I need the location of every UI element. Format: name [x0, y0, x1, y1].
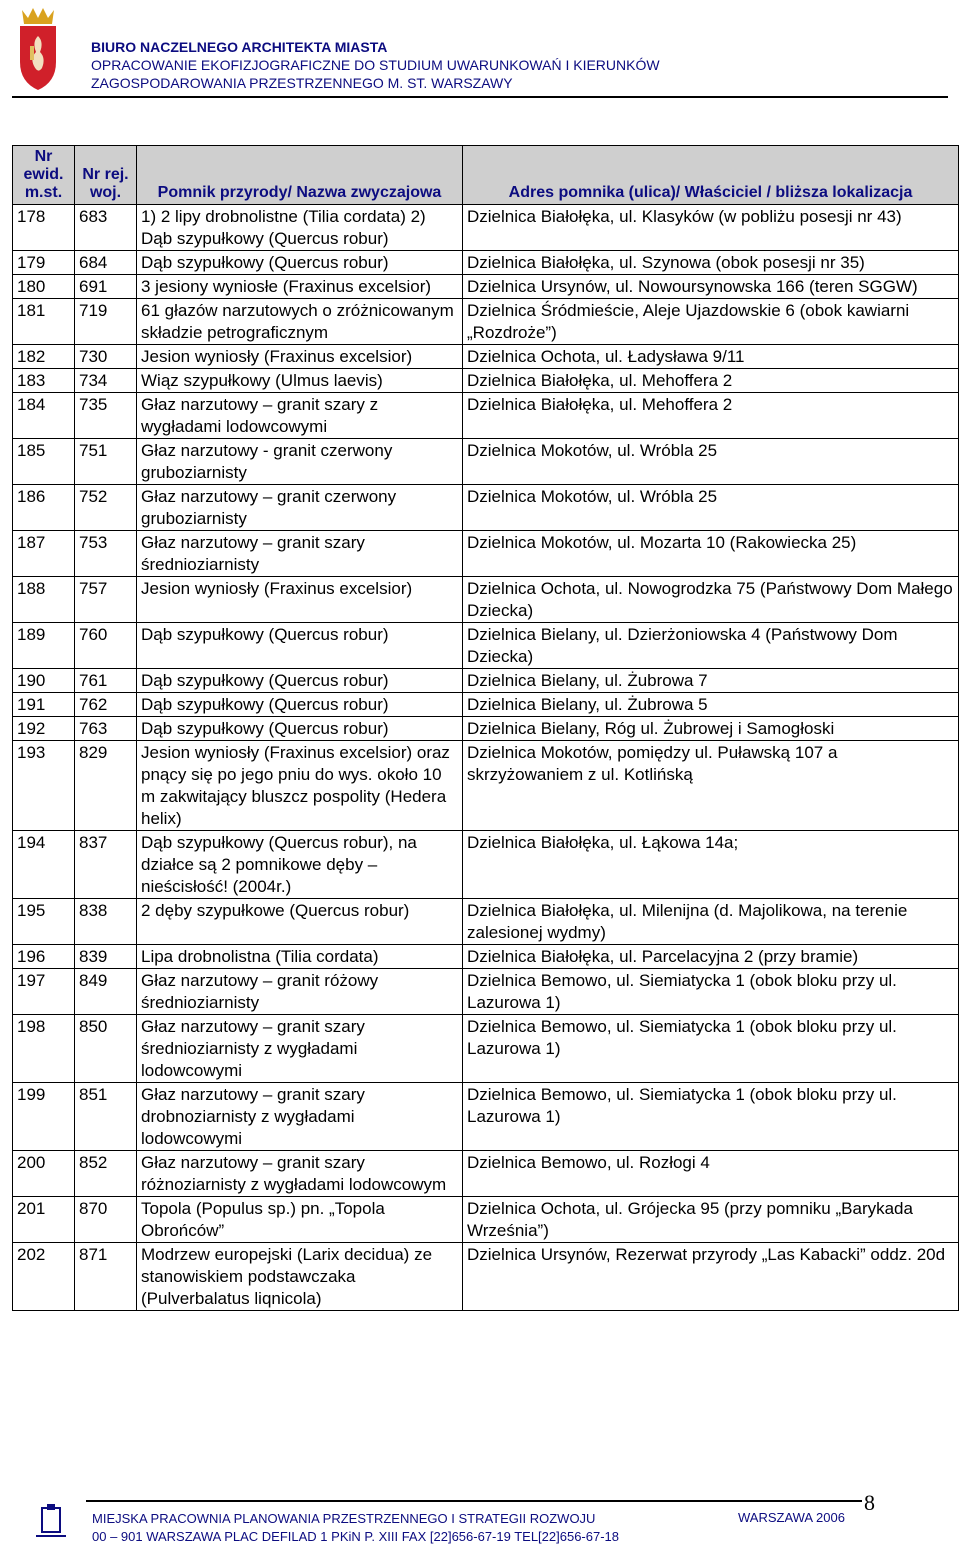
- cell-rej: 870: [75, 1197, 137, 1243]
- table-row: [13, 1151, 959, 1197]
- table-header-row: [13, 146, 959, 205]
- cell-ewid: 194: [13, 831, 75, 899]
- cell-rej: 760: [75, 623, 137, 669]
- header-line-2: OPRACOWANIE EKOFIZJOGRAFICZNE DO STUDIUM UWARUNKOWAŃ I KIERUNKÓW: [91, 57, 660, 73]
- cell-rej: 852: [75, 1151, 137, 1197]
- cell-ewid: 189: [13, 623, 75, 669]
- cell-rej: 761: [75, 669, 137, 693]
- cell-ewid: 197: [13, 969, 75, 1015]
- cell-rej: 684: [75, 251, 137, 275]
- cell-ewid: 190: [13, 669, 75, 693]
- cell-ewid: 192: [13, 717, 75, 741]
- table-row: [13, 969, 959, 1015]
- footer-divider: [86, 1500, 862, 1502]
- cell-rej: 850: [75, 1015, 137, 1083]
- cell-address: Dzielnica Ursynów, Rezerwat przyrody „Las Kabacki” oddz. 20d: [463, 1243, 959, 1311]
- cell-name: Jesion wyniosły (Fraxinus excelsior): [137, 577, 463, 623]
- cell-address: Dzielnica Bielany, Róg ul. Żubrowej i Samogłoski: [463, 717, 959, 741]
- cell-ewid: 195: [13, 899, 75, 945]
- cell-rej: 751: [75, 439, 137, 485]
- cell-address: Dzielnica Śródmieście, Aleje Ujazdowskie 6 (obok kawiarni „Rozdroże”): [463, 299, 959, 345]
- cell-address: Dzielnica Mokotów, pomiędzy ul. Puławską 107 a skrzyżowaniem z ul. Kotlińską: [463, 741, 959, 831]
- cell-name: Głaz narzutowy – granit szary średnioziarnisty z wygładami lodowcowymi: [137, 1015, 463, 1083]
- cell-name: Dąb szypułkowy (Quercus robur): [137, 669, 463, 693]
- table-row: [13, 393, 959, 439]
- footer-text: [92, 1510, 619, 1546]
- table-row: [13, 299, 959, 345]
- pracownia-logo-icon: [28, 1502, 74, 1544]
- table-row: [13, 1197, 959, 1243]
- cell-name: Dąb szypułkowy (Quercus robur): [137, 623, 463, 669]
- cell-address: Dzielnica Ochota, ul. Nowogrodzka 75 (Państwowy Dom Małego Dziecka): [463, 577, 959, 623]
- cell-name: Głaz narzutowy - granit czerwony gruboziarnisty: [137, 439, 463, 485]
- header-org: BIURO NACZELNEGO ARCHITEKTA MIASTA: [91, 39, 388, 55]
- table-row: [13, 741, 959, 831]
- cell-name: Głaz narzutowy – granit szary różnoziarnisty z wygładami lodowcowym: [137, 1151, 463, 1197]
- cell-rej: 838: [75, 899, 137, 945]
- cell-address: Dzielnica Bemowo, ul. Rozłogi 4: [463, 1151, 959, 1197]
- cell-rej: 871: [75, 1243, 137, 1311]
- cell-address: Dzielnica Mokotów, ul. Wróbla 25: [463, 439, 959, 485]
- cell-address: Dzielnica Białołęka, ul. Łąkowa 14a;: [463, 831, 959, 899]
- cell-address: Dzielnica Mokotów, ul. Mozarta 10 (Rakowiecka 25): [463, 531, 959, 577]
- cell-address: Dzielnica Białołęka, ul. Mehoffera 2: [463, 393, 959, 439]
- page-number: 8: [864, 1490, 875, 1515]
- cell-rej: 753: [75, 531, 137, 577]
- header-divider: [12, 96, 948, 98]
- cell-rej: 829: [75, 741, 137, 831]
- table-row: [13, 1083, 959, 1151]
- table-row: [13, 531, 959, 577]
- cell-address: Dzielnica Bielany, ul. Żubrowa 7: [463, 669, 959, 693]
- table-row: [13, 345, 959, 369]
- page-header: [0, 0, 960, 100]
- cell-address: Dzielnica Białołęka, ul. Klasyków (w pobliżu posesji nr 43): [463, 205, 959, 251]
- cell-rej: 763: [75, 717, 137, 741]
- cell-rej: 683: [75, 205, 137, 251]
- cell-name: Głaz narzutowy – granit czerwony gruboziarnisty: [137, 485, 463, 531]
- cell-name: 3 jesiony wyniosłe (Fraxinus excelsior): [137, 275, 463, 299]
- cell-address: Dzielnica Białołęka, ul. Parcelacyjna 2 (przy bramie): [463, 945, 959, 969]
- cell-rej: 757: [75, 577, 137, 623]
- table-row: [13, 693, 959, 717]
- cell-rej: 752: [75, 485, 137, 531]
- cell-address: Dzielnica Ursynów, ul. Nowoursynowska 166 (teren SGGW): [463, 275, 959, 299]
- table-row: [13, 717, 959, 741]
- header-ewid: Nr ewid. m.st.: [13, 146, 75, 205]
- cell-rej: 837: [75, 831, 137, 899]
- cell-name: 61 głazów narzutowych o zróżnicowanym składzie petrograficznym: [137, 299, 463, 345]
- header-address: Adres pomnika (ulica)/ Właściciel / bliższa lokalizacja: [463, 146, 959, 205]
- cell-address: Dzielnica Mokotów, ul. Wróbla 25: [463, 485, 959, 531]
- cell-name: Lipa drobnolistna (Tilia cordata): [137, 945, 463, 969]
- table-row: [13, 1015, 959, 1083]
- cell-name: Głaz narzutowy – granit szary średnioziarnisty: [137, 531, 463, 577]
- cell-rej: 730: [75, 345, 137, 369]
- cell-address: Dzielnica Białołęka, ul. Mehoffera 2: [463, 369, 959, 393]
- cell-ewid: 185: [13, 439, 75, 485]
- cell-ewid: 179: [13, 251, 75, 275]
- table-row: [13, 275, 959, 299]
- cell-ewid: 187: [13, 531, 75, 577]
- cell-name: Głaz narzutowy – granit różowy średnioziarnisty: [137, 969, 463, 1015]
- cell-ewid: 186: [13, 485, 75, 531]
- cell-ewid: 188: [13, 577, 75, 623]
- cell-rej: 691: [75, 275, 137, 299]
- cell-address: Dzielnica Bemowo, ul. Siemiatycka 1 (obok bloku przy ul. Lazurowa 1): [463, 1015, 959, 1083]
- table-row: [13, 899, 959, 945]
- cell-ewid: 201: [13, 1197, 75, 1243]
- cell-address: Dzielnica Bielany, ul. Dzierżoniowska 4 (Państwowy Dom Dziecka): [463, 623, 959, 669]
- cell-name: 1) 2 lipy drobnolistne (Tilia cordata) 2) Dąb szypułkowy (Quercus robur): [137, 205, 463, 251]
- cell-ewid: 196: [13, 945, 75, 969]
- table-row: [13, 1243, 959, 1311]
- table-row: [13, 205, 959, 251]
- cell-rej: 734: [75, 369, 137, 393]
- cell-name: Topola (Populus sp.) pn. „Topola Obrońców”: [137, 1197, 463, 1243]
- table-row: [13, 369, 959, 393]
- table-row: [13, 485, 959, 531]
- cell-name: Jesion wyniosły (Fraxinus excelsior): [137, 345, 463, 369]
- cell-address: Dzielnica Bemowo, ul. Siemiatycka 1 (obok bloku przy ul. Lazurowa 1): [463, 1083, 959, 1151]
- cell-name: Dąb szypułkowy (Quercus robur): [137, 693, 463, 717]
- footer-date: WARSZAWA 2006: [738, 1510, 845, 1525]
- cell-address: Dzielnica Ochota, ul. Grójecka 95 (przy pomniku „Barykada Września”): [463, 1197, 959, 1243]
- cell-ewid: 178: [13, 205, 75, 251]
- cell-name: Dąb szypułkowy (Quercus robur), na działce są 2 pomnikowe dęby – nieścisłość! (2004r.): [137, 831, 463, 899]
- cell-address: Dzielnica Białołęka, ul. Milenijna (d. Majolikowa, na terenie zalesionej wydmy): [463, 899, 959, 945]
- cell-rej: 735: [75, 393, 137, 439]
- header-rej: Nr rej. woj.: [75, 146, 137, 205]
- header-text: [91, 38, 660, 92]
- page-footer: [0, 1490, 960, 1554]
- header-name: Pomnik przyrody/ Nazwa zwyczajowa: [137, 146, 463, 205]
- cell-address: Dzielnica Bielany, ul. Żubrowa 5: [463, 693, 959, 717]
- table-row: [13, 577, 959, 623]
- table-row: [13, 831, 959, 899]
- cell-ewid: 199: [13, 1083, 75, 1151]
- cell-name: Wiąz szypułkowy (Ulmus laevis): [137, 369, 463, 393]
- cell-name: Modrzew europejski (Larix decidua) ze stanowiskiem podstawczaka (Pulverbalatus liqnicola): [137, 1243, 463, 1311]
- warsaw-crest-icon: [12, 6, 64, 92]
- footer-line-1: MIEJSKA PRACOWNIA PLANOWANIA PRZESTRZENNEGO I STRATEGII ROZWOJU: [92, 1511, 596, 1526]
- cell-name: Dąb szypułkowy (Quercus robur): [137, 717, 463, 741]
- cell-ewid: 191: [13, 693, 75, 717]
- cell-ewid: 182: [13, 345, 75, 369]
- cell-ewid: 200: [13, 1151, 75, 1197]
- cell-rej: 849: [75, 969, 137, 1015]
- cell-name: 2 dęby szypułkowe (Quercus robur): [137, 899, 463, 945]
- cell-ewid: 198: [13, 1015, 75, 1083]
- table-row: [13, 623, 959, 669]
- monuments-table: [12, 145, 959, 1311]
- table-row: [13, 251, 959, 275]
- cell-rej: 762: [75, 693, 137, 717]
- cell-ewid: 180: [13, 275, 75, 299]
- cell-ewid: 184: [13, 393, 75, 439]
- table-row: [13, 669, 959, 693]
- table-row: [13, 439, 959, 485]
- cell-name: Jesion wyniosły (Fraxinus excelsior) oraz pnący się po jego pniu do wys. około 10 m zakwitający bluszcz pospolity (Hedera helix): [137, 741, 463, 831]
- footer-line-2: 00 – 901 WARSZAWA PLAC DEFILAD 1 PKiN P. XIII FAX [22]656-67-19 TEL[22]656-67-18: [92, 1529, 620, 1544]
- header-line-3: ZAGOSPODAROWANIA PRZESTRZENNEGO M. ST. WARSZAWY: [91, 75, 513, 91]
- table-row: [13, 945, 959, 969]
- cell-ewid: 193: [13, 741, 75, 831]
- cell-rej: 719: [75, 299, 137, 345]
- cell-rej: 851: [75, 1083, 137, 1151]
- cell-name: Głaz narzutowy – granit szary z wygładami lodowcowymi: [137, 393, 463, 439]
- cell-address: Dzielnica Ochota, ul. Ładysława 9/11: [463, 345, 959, 369]
- cell-rej: 839: [75, 945, 137, 969]
- cell-name: Dąb szypułkowy (Quercus robur): [137, 251, 463, 275]
- cell-name: Głaz narzutowy – granit szary drobnoziarnisty z wygładami lodowcowymi: [137, 1083, 463, 1151]
- cell-address: Dzielnica Bemowo, ul. Siemiatycka 1 (obok bloku przy ul. Lazurowa 1): [463, 969, 959, 1015]
- cell-ewid: 202: [13, 1243, 75, 1311]
- cell-ewid: 181: [13, 299, 75, 345]
- cell-address: Dzielnica Białołęka, ul. Szynowa (obok posesji nr 35): [463, 251, 959, 275]
- cell-ewid: 183: [13, 369, 75, 393]
- table-body: [13, 205, 959, 1311]
